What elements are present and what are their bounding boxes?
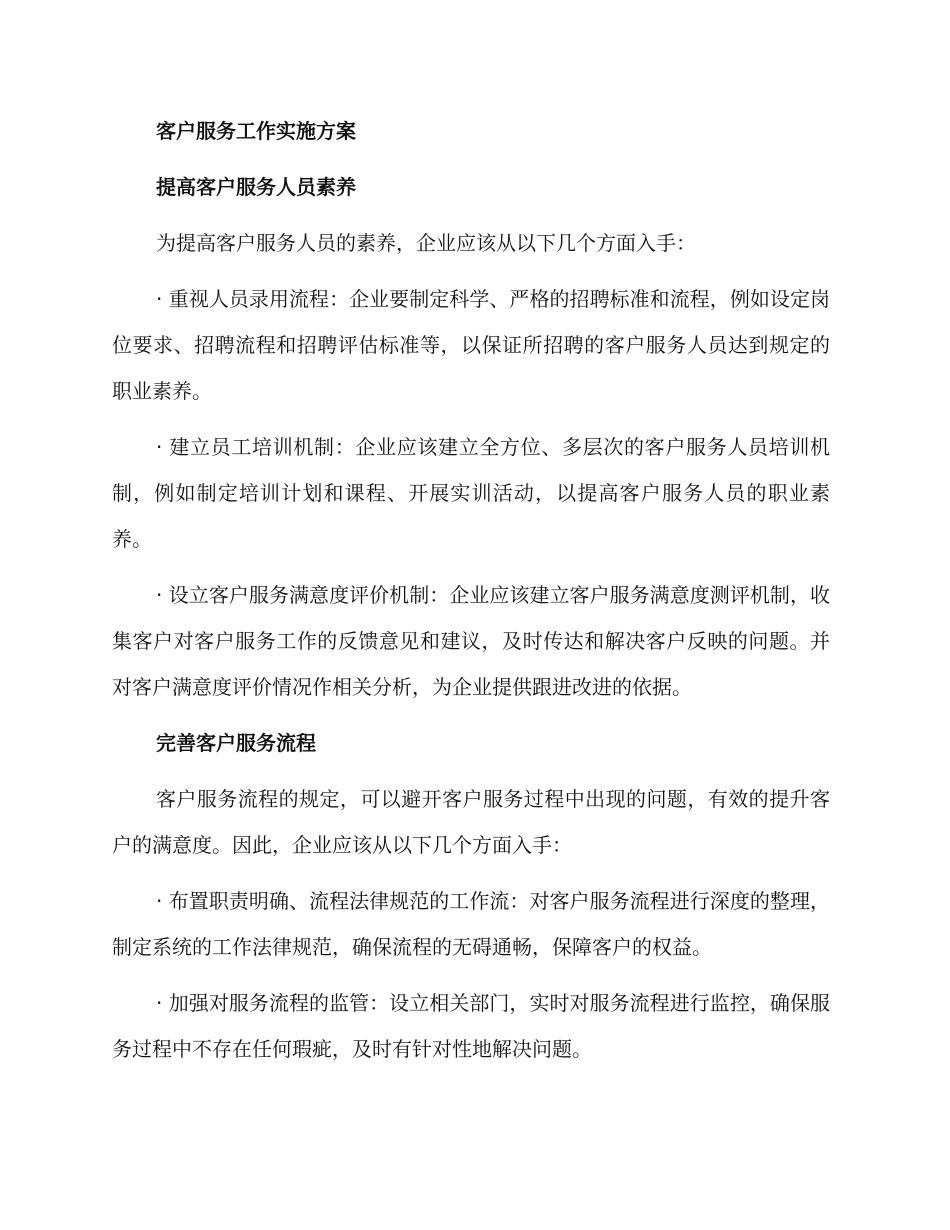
section-heading-1: 提高客户服务人员素养 — [156, 175, 356, 199]
document-page — [112, 108, 830, 1082]
section-1-item-1: · 重视人员录用流程：企业要制定科学、严格的招聘标准和流程，例如设定岗位要求、招聘流程和招聘评估标准等，以保证所招聘的客户服务人员达到规定的职业素养。 — [112, 287, 830, 403]
section-1-item-3: · 设立客户服务满意度评价机制：企业应该建立客户服务满意度测评机制，收集客户对客户服务工作的反馈意见和建议，及时传达和解决客户反映的问题。并对客户满意度评价情况作相关分析，为企业提供跟进改进的依据。 — [112, 583, 830, 699]
section-2-item-2: · 加强对服务流程的监管：设立相关部门，实时对服务流程进行监控，确保服务过程中不存在任何瑕疵，及时有针对性地解决问题。 — [112, 991, 830, 1061]
section-1-item-2: · 建立员工培训机制：企业应该建立全方位、多层次的客户服务人员培训机制，例如制定培训计划和课程、开展实训活动，以提高客户服务人员的职业素养。 — [112, 435, 830, 551]
section-heading-2: 完善客户服务流程 — [156, 731, 316, 755]
section-2-intro: 客户服务流程的规定，可以避开客户服务过程中出现的问题，有效的提升客户的满意度。因此，企业应该从以下几个方面入手： — [112, 787, 830, 857]
document-title: 客户服务工作实施方案 — [156, 119, 356, 143]
section-1-intro: 为提高客户服务人员的素养，企业应该从以下几个方面入手： — [156, 231, 696, 255]
section-2-item-1: · 布置职责明确、流程法律规范的工作流：对客户服务流程进行深度的整理，制定系统的工作法律规范，确保流程的无碍通畅，保障客户的权益。 — [112, 889, 830, 959]
